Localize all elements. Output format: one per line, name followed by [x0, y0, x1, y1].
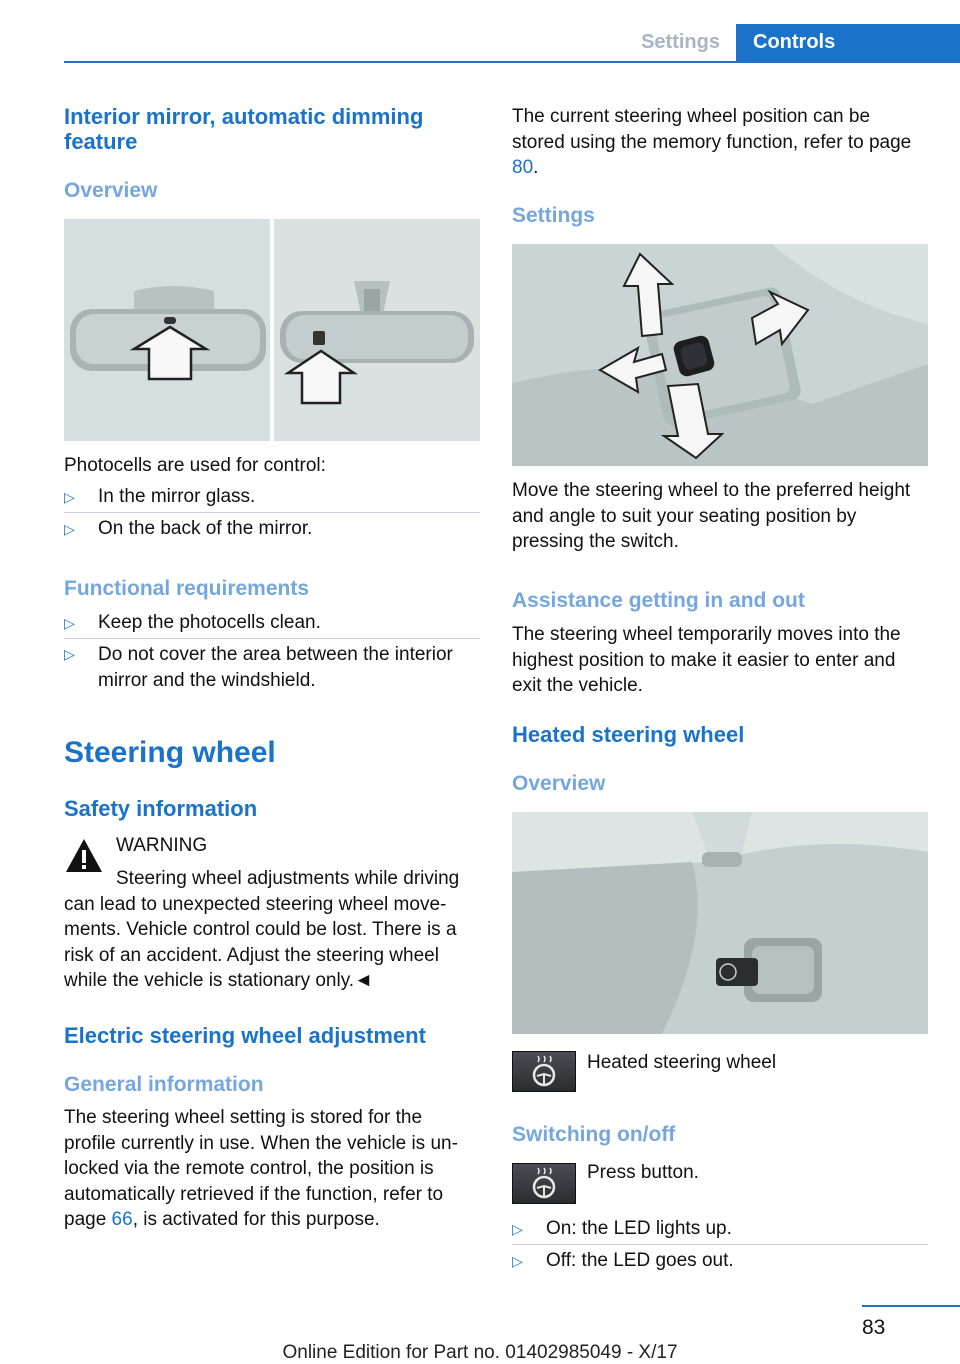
list-item: ▷ Keep the photocells clean. [64, 610, 321, 637]
warning-label: WARNING [116, 835, 208, 856]
bullet-triangle-icon: ▷ [64, 646, 75, 662]
assistance-text: The steering wheel temporarily moves into the highest position to make it easier to enter and exit the vehicle. [512, 624, 901, 696]
footer-rule [862, 1305, 960, 1307]
mirror-photocell-image [64, 219, 480, 441]
divider [64, 638, 480, 639]
bullet-triangle-icon: ▷ [512, 1221, 523, 1237]
switching-heading: Switching on/off [512, 1123, 676, 1146]
general-information-text: The steering wheel setting is stored for the profile currently in use. When the vehicle is unlocked via the remote control, the position is automatically retrieved if the function, refer to page 66, is activated for this purpose. [64, 1107, 458, 1230]
mirror-section-title: Interior mirror, automatic dimming feature [64, 104, 424, 154]
warning-text: Steering wheel adjustments while driving can lead to unexpected steering wheel movements. Vehicle control could be lost. There is a risk of an accident. Adjust the steering wheel while the vehicle is stationary only.◄ [64, 868, 460, 991]
heated-steering-title: Heated steering wheel [512, 722, 745, 747]
heated-steering-button[interactable] [512, 1163, 576, 1204]
edition-footer: Online Edition for Part no. 01402985049 - X/17 [282, 1342, 678, 1363]
functional-requirements-heading: Functional requirements [64, 577, 310, 600]
heated-icon-caption: Heated steering wheel [587, 1052, 777, 1073]
settings-heading: Settings [512, 204, 595, 227]
list-item: ▷ On the back of the mirror. [64, 516, 312, 543]
bullet-triangle-icon: ▷ [64, 489, 75, 505]
header-rule [64, 61, 960, 63]
list-item: ▷ Off: the LED goes out. [512, 1248, 734, 1275]
bullet-triangle-icon: ▷ [512, 1253, 523, 1269]
assistance-heading: Assistance getting in and out [512, 589, 805, 612]
bullet-triangle-icon: ▷ [64, 521, 75, 537]
overview-heading: Overview [64, 179, 158, 202]
memory-text: The current steering wheel position can be stored using the memory function, refer to page 80. [512, 106, 912, 178]
tab-controls[interactable]: Controls [736, 24, 960, 61]
heated-steering-button-image [512, 812, 928, 1034]
safety-information-heading: Safety information [64, 796, 258, 821]
photocells-intro: Photocells are used for control: [64, 455, 326, 476]
heated-steering-wheel-icon [512, 1051, 576, 1092]
steering-adjust-switch-image [512, 244, 928, 466]
bullet-triangle-icon: ▷ [64, 615, 75, 631]
list-item: ▷ On: the LED lights up. [512, 1216, 732, 1243]
page-link[interactable]: 80 [512, 157, 534, 178]
list-item: ▷ Do not cover the area between the interior mirror and the windshield. [64, 642, 480, 693]
tab-settings[interactable]: Settings [641, 31, 720, 53]
divider [64, 512, 480, 513]
list-item: ▷ In the mirror glass. [64, 484, 255, 511]
move-steering-text: Move the steering wheel to the preferred height and angle to suit your seating position by pressing the switch. [512, 480, 911, 552]
steering-wheel-title: Steering wheel [64, 736, 276, 769]
general-information-heading: General information [64, 1073, 264, 1096]
page-number: 83 [862, 1316, 886, 1339]
press-button-text: Press button. [587, 1162, 699, 1183]
divider [512, 1244, 928, 1245]
heated-overview-heading: Overview [512, 772, 606, 795]
page-link[interactable]: 66 [111, 1209, 133, 1230]
electric-adjustment-heading: Electric steering wheel adjustment [64, 1023, 426, 1048]
